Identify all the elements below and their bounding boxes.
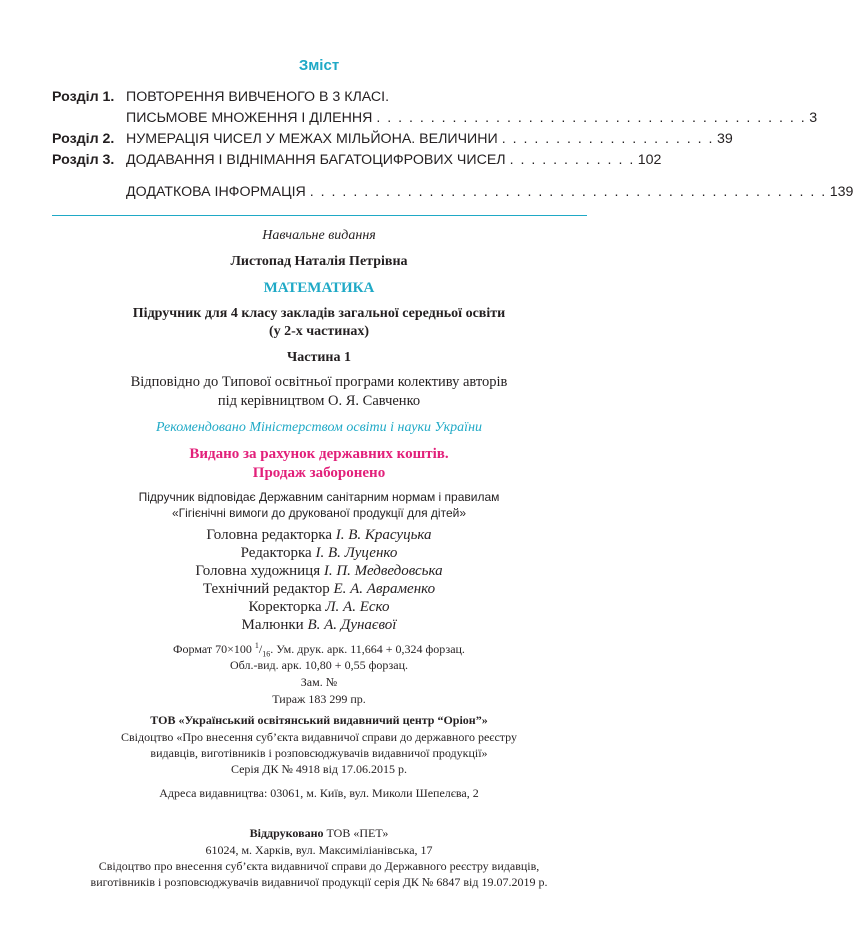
toc-extra [52,182,853,203]
toc-page-number: 39 [716,131,733,147]
credit-role: Коректорка [248,599,322,615]
publisher-cert-3: Серія ДК № 4918 від 17.06.2015 р. [230,762,408,776]
credit-name: Л. А. Еско [325,599,390,615]
not-for-sale-notice: Продаж заборонено [252,465,386,481]
publisher-name: ТОВ «Український освітянський видавничий центр “Оріон”» [150,713,488,727]
credit-name: І. В. Луценко [315,545,398,561]
sanitary-line-1: Підручник відповідає Державним санітарним нормам і правилам [138,490,500,504]
credit-technical-editor [0,581,638,598]
toc-section-title: ДОДАВАННЯ І ВІДНІМАННЯ БАГАТОЦИФРОВИХ ЧИСЕЛ [126,152,506,168]
toc-leader-dots: . . . . . . . . . . . . . . . . . . . . . . . . . . . . . . . . . . . . . . . . [376,110,807,126]
book-parts: (у 2-х частинах) [268,324,370,339]
publisher-cert-1: Свідоцтво «Про внесення суб’єкта видавничої справи до державного реєстру [120,730,517,744]
printer-cert-1: Свідоцтво про внесення суб’єкта видавничої справи до Державного реєстру видавців, [98,859,540,873]
credit-chief-editor [0,527,638,544]
toc-section-title: ПОВТОРЕННЯ ВИВЧЕНОГО В 3 КЛАСІ. [126,89,390,105]
toc-leader-dots: . . . . . . . . . . . . . . . . . . . . [501,131,714,147]
credit-illustrations [0,617,638,634]
toc-page-number: 139 [829,184,853,200]
credit-proofreader [0,599,638,616]
author-name: Листопад Наталія Петрівна [230,254,408,269]
program-line-1: Відповідно до Типової освітньої програми колективу авторів [130,374,508,390]
publisher-cert-2: видавців, виготівників і розповсюджувачів видавничої продукції» [150,746,488,760]
format-info: Формат 70×100 $^1/_{16}$. Ум. друк. арк. 11,664 + 0,324 форзац. [173,641,465,659]
printer-name: Віддруковано ТОВ «ПЕТ» [249,826,389,840]
toc-section-3 [52,150,662,171]
toc-section-title-continued: ПИСЬМОВЕ МНОЖЕННЯ І ДІЛЕННЯ [126,110,373,126]
credit-editor [0,545,638,562]
credit-role: Редакторка [240,545,312,561]
toc-section-title: НУМЕРАЦІЯ ЧИСЕЛ У МЕЖАХ МІЛЬЙОНА. ВЕЛИЧИНИ [126,131,498,147]
order-number: Зам. № [300,675,338,689]
toc-section-1 [52,87,818,129]
toc-title: Зміст [298,57,340,74]
program-line-2: під керівництвом О. Я. Савченко [217,393,421,409]
book-subtitle: Підручник для 4 класу закладів загальної середньої освіти [132,306,506,321]
edition-type: Навчальне видання [262,228,376,243]
recommendation: Рекомендовано Міністерством освіти і науки України [155,420,483,435]
toc-section-label: Розділ 3. [52,152,115,168]
book-title: МАТЕМАТИКА [263,280,375,296]
toc-section-label: Розділ 2. [52,131,115,147]
credit-role: Малюнки [241,617,304,633]
credit-role: Головна редакторка [206,527,332,543]
toc-leader-dots: . . . . . . . . . . . . [509,152,635,168]
credit-role: Головна художниця [195,563,321,579]
credit-name: І. П. Медведовська [323,563,443,579]
toc-section-label: Розділ 1. [52,89,115,105]
state-funded-notice: Видано за рахунок державних коштів. [189,446,449,462]
credit-role: Технічний редактор [202,581,330,597]
print-run: Тираж 183 299 пр. [272,692,366,706]
printer-cert-2: виготівників і розповсюджувачів видавничої продукції серія ДК № 6847 від 19.07.2019 р. [90,875,548,889]
printer-address: 61024, м. Харків, вул. Максиміліанівська, 17 [205,843,433,857]
toc-page-number: 3 [809,110,818,126]
toc-section-2 [52,129,733,150]
accounting-sheets: Обл.-вид. арк. 10,80 + 0,55 форзац. [230,658,408,672]
sanitary-line-2: «Гігієнічні вимоги до друкованої продукції для дітей» [171,506,467,520]
divider [52,215,587,216]
toc-extra-title: ДОДАТКОВА ІНФОРМАЦІЯ [126,184,306,200]
credit-name: І. В. Красуцька [335,527,432,543]
toc-page-number: 102 [637,152,662,168]
credit-name: Е. А. Авраменко [333,581,436,597]
toc-leader-dots: . . . . . . . . . . . . . . . . . . . . . . . . . . . . . . . . . . . . . . . . . . . . . . . . [309,184,827,200]
credit-chief-artist [0,563,638,580]
publisher-address: Адреса видавництва: 03061, м. Київ, вул. Миколи Шепелєва, 2 [159,786,479,800]
book-part: Частина 1 [287,350,351,365]
credit-name: В. А. Дунаєвої [307,617,397,633]
